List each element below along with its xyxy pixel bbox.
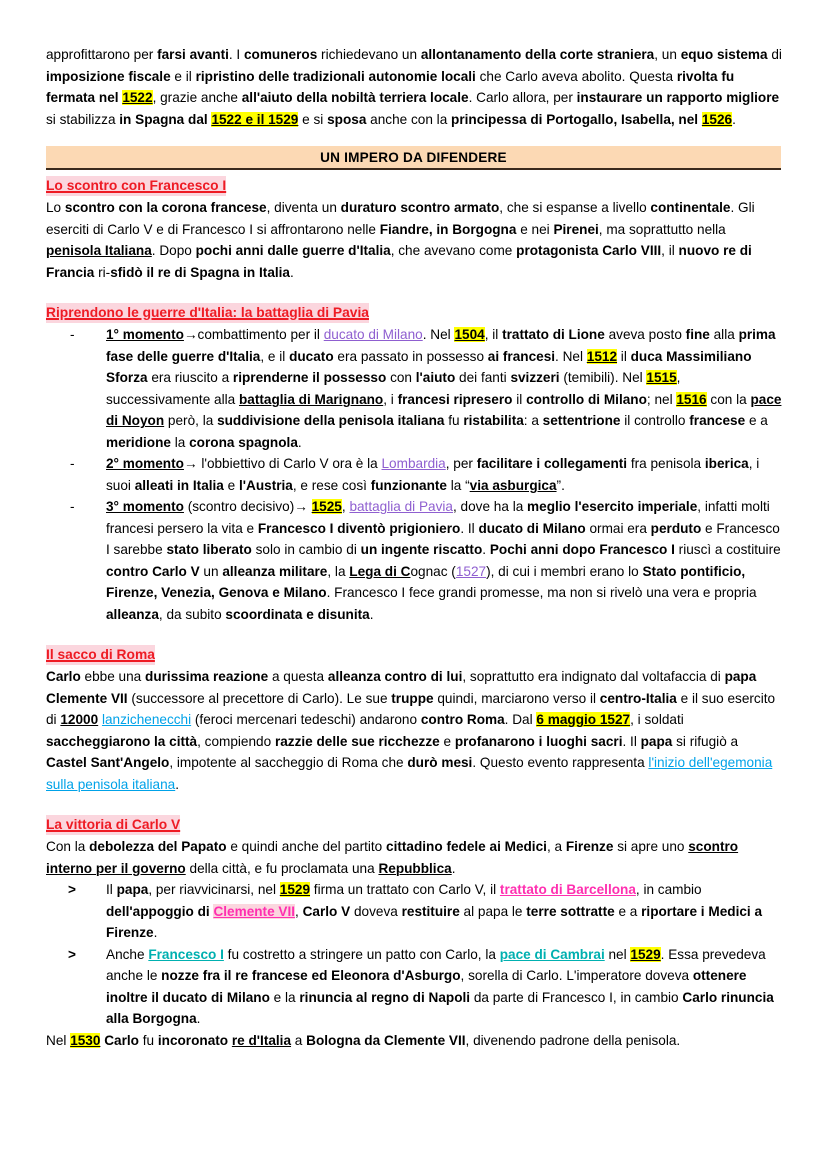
text-fragment: , infatti molti francesi persero la vita e — [106, 499, 770, 536]
text-bold: trattato di Lione — [502, 327, 605, 342]
text-bold: stato liberato — [166, 542, 252, 557]
text-fragment: , successivamente alla — [106, 370, 681, 407]
text-bold: ducato — [289, 348, 334, 364]
text-fragment: (feroci mercenari tedeschi) andarono — [191, 712, 421, 727]
text-bold: duraturo scontro armato — [340, 200, 500, 215]
text-bold: suddivisione della penisola italiana — [217, 413, 445, 428]
link-battaglia-di-pavia[interactable]: battaglia di Pavia — [349, 499, 453, 514]
text-fragment: , ma soprattutto nella — [598, 221, 726, 237]
text-fragment: si stabilizza — [46, 111, 120, 127]
text-bold: svizzeri — [510, 370, 560, 385]
text-bold: equo sistema — [680, 47, 768, 62]
text-fragment: , per — [445, 456, 477, 471]
text-bold: Bologna da Clemente VII — [306, 1032, 466, 1048]
highlight-year-1515: 1515 — [646, 370, 677, 385]
text-bold: ricchezze — [378, 733, 440, 749]
text-fragment: approfittarono per — [46, 47, 158, 62]
underline-re-ditalia: re d'Italia — [231, 1032, 292, 1048]
text-fragment: aveva posto — [604, 327, 686, 342]
text-bold: nozze fra il re francese ed Eleonora d'Asburgo — [161, 968, 461, 983]
text-fragment: e il suo esercito di — [46, 690, 776, 727]
text-fragment: , a — [546, 839, 566, 854]
text-fragment: . — [153, 925, 158, 940]
text-fragment: , compiendo — [197, 733, 275, 749]
text-bold: Milano — [283, 585, 327, 600]
text-fragment: . Il — [460, 520, 479, 536]
text-fragment: richiedevano un — [317, 47, 421, 62]
text-fragment: . Dal — [504, 712, 537, 727]
text-bold: settentrione — [542, 413, 621, 428]
highlight-years-1522-1529: 1522 e il 1529 — [211, 111, 299, 127]
heading-il-sacco-di-roma: Il sacco di Roma — [46, 645, 155, 665]
text-fragment: la “ — [446, 477, 470, 493]
text-bold: durò mesi — [407, 755, 473, 770]
text-fragment: solo in cambio di — [251, 542, 361, 557]
text-fragment: ebbe una — [80, 669, 146, 684]
text-bold: ristabilita — [463, 413, 524, 428]
text-fragment: . Essa prevedeva anche le — [106, 946, 766, 983]
text-fragment: , grazie anche — [152, 90, 242, 105]
arrow-glyph: → — [183, 327, 198, 342]
link-inizio-egemonia[interactable]: l'inizio dell'egemonia sulla penisola italiana — [46, 755, 773, 792]
text-fragment: , i suoi — [106, 456, 760, 493]
text-bold: Stato pontificio, Firenze, Venezia, Genova e — [106, 563, 746, 600]
text-bold: durissima reazione — [145, 669, 269, 684]
text-fragment: però, la — [164, 413, 218, 428]
text-bold: fine — [685, 327, 710, 342]
text-fragment: Nel — [46, 1032, 71, 1048]
text-fragment: , dove ha la — [452, 499, 528, 514]
text-fragment: quindi, marciarono verso il — [433, 690, 600, 706]
text-fragment: doveva — [350, 903, 402, 919]
text-fragment: fra penisola — [627, 456, 705, 471]
text-fragment: , e il — [260, 348, 290, 364]
text-fragment: . I — [228, 47, 244, 62]
text-bold: centro-Italia — [599, 690, 677, 706]
text-fragment: . — [482, 542, 490, 557]
underline-pace-di-noyon: pace di Noyon — [106, 391, 782, 428]
text-fragment: . Nel — [422, 327, 455, 342]
text-bold: razzie delle sue — [274, 733, 375, 749]
text-fragment: , sorella di Carlo. — [460, 968, 563, 983]
text-fragment: , che si espanse a livello — [499, 200, 651, 215]
text-fragment: il controllo — [620, 413, 690, 428]
highlight-date-6-maggio-1527: 6 maggio 1527 — [536, 712, 631, 727]
text-fragment: con — [386, 370, 416, 385]
text-fragment: con la — [706, 391, 751, 407]
text-fragment: , per riavvicinarsi, nel — [148, 882, 280, 897]
text-fragment: e — [439, 733, 455, 749]
text-bold: controllo di Milano — [526, 391, 647, 407]
paragraph-vittoria-intro — [46, 836, 782, 879]
list-item — [46, 453, 782, 496]
text-bold: incoronato — [157, 1032, 232, 1048]
text-bold: all'aiuto della nobiltà terriera locale — [241, 90, 469, 105]
text-bold: papa Clemente VII — [46, 669, 757, 706]
list-trattati — [46, 879, 782, 1030]
text-fragment: ognac — [410, 563, 448, 579]
text-fragment: : a — [523, 413, 543, 428]
text-fragment: . Dopo — [151, 243, 196, 258]
text-fragment: a questa — [268, 669, 328, 684]
text-fragment: il — [617, 348, 631, 364]
text-fragment: fu — [444, 413, 464, 428]
text-fragment: e Francesco I sarebbe — [106, 520, 780, 557]
text-fragment: anche con la — [366, 111, 452, 127]
text-bold: Fiandre, in Borgogna — [379, 221, 517, 237]
text-bold: riscatto — [433, 542, 483, 557]
text-bold: rivolta fu fermata nel — [46, 68, 735, 105]
text-fragment: alla — [709, 327, 739, 342]
text-bold: pochi anni dalle guerre d'Italia — [195, 243, 391, 258]
text-fragment: . Gli eserciti di Carlo V e di Francesco I si affrontarono nelle — [46, 200, 755, 237]
text-fragment: e la — [269, 989, 300, 1005]
text-fragment: nel — [604, 946, 631, 962]
text-bold: iberica — [704, 456, 749, 471]
text-fragment: , il — [484, 327, 503, 342]
text-bold: contro Carlo V — [106, 563, 200, 579]
text-fragment: combattimento per il — [197, 327, 324, 342]
text-fragment: si apre uno — [613, 839, 689, 854]
text-fragment: . Questo evento rappresenta — [472, 755, 649, 770]
text-fragment: (scontro decisivo) — [183, 499, 295, 514]
text-fragment: , e rese così — [292, 477, 371, 493]
link-lombardia[interactable]: Lombardia — [381, 456, 446, 471]
label-3-momento: 3° momento — [106, 499, 184, 514]
text-fragment: ; nel — [646, 391, 677, 407]
text-bold: duca Massimiliano Sforza — [106, 348, 752, 385]
text-fragment: Con la — [46, 839, 90, 854]
text-bold: farsi avanti — [157, 47, 229, 62]
text-fragment: e nei — [516, 221, 554, 237]
text-bold: l'Austria — [239, 477, 293, 493]
text-fragment: Anche — [106, 946, 149, 962]
underline-battaglia-marignano: battaglia di Marignano — [238, 391, 384, 407]
text-fragment: , i — [383, 391, 398, 407]
underline-repubblica: Repubblica — [378, 860, 452, 876]
text-fragment: e a — [614, 903, 642, 919]
text-fragment: . Francesco I fece grandi promesse, ma non si rivelò una vera e propria — [326, 585, 757, 600]
text-bold: Carlo rinuncia alla Borgogna — [106, 989, 774, 1026]
text-fragment: , impotente al saccheggio di Roma che — [169, 755, 408, 770]
text-fragment: , — [341, 499, 350, 514]
text-fragment: dei fanti — [455, 370, 511, 385]
text-fragment: fu — [138, 1032, 158, 1048]
text-bold: Firenze — [565, 839, 614, 854]
text-fragment: , il — [661, 243, 679, 258]
paragraph-closing-1530 — [46, 1030, 782, 1052]
text-bold: instaurare un rapporto migliore — [576, 90, 780, 105]
paragraph-francesco — [46, 197, 782, 283]
heading-wrap-vittoria — [46, 815, 782, 835]
heading-wrap-pavia — [46, 303, 782, 323]
text-bold: Francesco I diventò prigioniero — [257, 520, 461, 536]
highlight-year-1504: 1504 — [454, 327, 485, 342]
text-bold: dell'appoggio di — [106, 903, 214, 919]
text-bold: papa — [640, 733, 673, 749]
text-bold: nuovo re di Francia — [46, 243, 752, 280]
text-bold: Castel Sant'Angelo — [46, 755, 170, 770]
text-fragment: era passato in possesso — [333, 348, 488, 364]
text-fragment: , che avevano come — [390, 243, 517, 258]
link-lanzichenecchi[interactable]: lanzichenecchi — [101, 712, 192, 727]
arrow-glyph: → — [183, 456, 198, 471]
text-fragment: della città, e fu proclamata una — [185, 860, 379, 876]
text-fragment: , soprattutto era indignato dal voltafaccia di — [462, 669, 725, 684]
arrow-glyph: → — [294, 499, 308, 514]
list-item — [46, 324, 782, 453]
text-fragment: , la — [327, 563, 350, 579]
text-fragment: il — [512, 391, 527, 407]
text-fragment: . — [196, 1011, 201, 1026]
text-fragment: . — [451, 860, 456, 876]
text-fragment: al papa le — [459, 903, 527, 919]
text-bold: principessa di Portogallo, Isabella, nel — [451, 111, 702, 127]
text-bold: Pirenei — [553, 221, 599, 237]
text-bold: riprenderne il possesso — [232, 370, 387, 385]
text-bold: Pochi anni dopo Francesco I — [489, 542, 675, 557]
underline-via-asburgica: via asburgica — [469, 477, 557, 493]
highlight-year-1522: 1522 — [122, 90, 153, 105]
text-fragment: e il — [170, 68, 196, 84]
label-1-momento: 1° momento — [106, 327, 184, 342]
link-ducato-di-milano[interactable]: ducato di Milano — [323, 327, 423, 342]
text-fragment: un — [199, 563, 223, 579]
text-fragment: (temibili). Nel — [559, 370, 647, 385]
label-2-momento: 2° momento — [106, 456, 184, 471]
text-fragment: . Nel — [555, 348, 587, 364]
text-bold: scontro con la corona francese — [64, 200, 267, 215]
bullet-chevron: > — [68, 882, 76, 897]
underline-penisola-italiana: penisola Italiana — [46, 243, 152, 258]
text-bold: prima fase delle guerre d'Italia — [106, 327, 776, 364]
text-fragment: , — [295, 903, 303, 919]
highlight-year-1529-b: 1529 — [630, 946, 661, 962]
text-bold: ducato di — [478, 520, 539, 536]
heading-la-vittoria-di-carlo-v: La vittoria di Carlo V — [46, 815, 180, 835]
text-bold: Carlo — [104, 1032, 139, 1048]
highlight-year-1525: 1525 — [311, 499, 342, 514]
text-fragment: (successore al precettore di Carlo). Le sue — [127, 690, 392, 706]
text-fragment: , divenendo padrone della penisola. — [465, 1032, 681, 1048]
highlight-year-1529-a: 1529 — [279, 882, 311, 897]
text-bold: truppe — [391, 690, 434, 706]
text-fragment: , un — [654, 47, 681, 62]
text-bold: in Spagna dal — [119, 111, 212, 127]
bullet-chevron: > — [68, 946, 76, 962]
text-fragment: , da subito — [158, 606, 226, 622]
text-bold: sposa — [327, 111, 367, 127]
highlight-year-1530: 1530 — [70, 1032, 101, 1048]
text-fragment: da parte di Francesco I, in cambio — [470, 989, 683, 1005]
text-fragment: e a — [745, 413, 768, 428]
text-bold: meglio l'esercito — [527, 499, 634, 514]
bullet-dash: - — [70, 327, 75, 342]
heading-riprendono-le-guerre-italia: Riprendono le guerre d'Italia: la battaglia di Pavia — [46, 303, 369, 323]
text-bold: terre sottratte — [526, 903, 615, 919]
text-bold: comuneros — [243, 47, 318, 62]
section-banner-impero: UN IMPERO DA DIFENDERE — [46, 146, 781, 170]
text-bold: alleanza contro di lui — [327, 669, 463, 684]
text-bold: corona spagnola — [189, 434, 298, 450]
text-fragment: ), di cui i membri erano lo — [486, 563, 643, 579]
text-bold: francese — [689, 413, 746, 428]
text-fragment: l'obbiettivo di Carlo V ora è la — [197, 456, 382, 471]
list-momenti — [46, 324, 782, 625]
text-fragment: . — [175, 776, 180, 792]
text-bold: alleanza — [106, 606, 159, 622]
list-item — [46, 944, 782, 1030]
text-fragment: firma un trattato con Carlo V, il — [310, 882, 500, 897]
text-bold: contro Roma — [420, 712, 505, 727]
bullet-dash: - — [70, 499, 75, 514]
text-fragment: . — [290, 264, 294, 280]
highlight-year-1516: 1516 — [676, 391, 707, 407]
link-trattato-di-barcellona[interactable]: trattato di Barcellona — [499, 882, 636, 897]
text-bold: francesi ripresero — [397, 391, 513, 407]
text-bold: allontanamento della corte straniera — [420, 47, 655, 62]
intro-paragraph — [46, 44, 782, 130]
list-item — [46, 879, 782, 944]
heading-wrap-francesco — [46, 176, 782, 196]
text-bold: Medici a Firenze — [106, 903, 763, 940]
text-fragment: . — [369, 606, 374, 622]
text-fragment: fu costretto a stringere un patto con Carlo, la — [223, 946, 500, 962]
text-fragment: , i soldati — [630, 712, 684, 727]
text-fragment: , diventa un — [266, 200, 341, 215]
text-fragment: . — [732, 111, 736, 127]
text-bold: perduto — [650, 520, 702, 536]
highlight-year-1526: 1526 — [701, 111, 733, 127]
text-fragment: e si — [298, 111, 328, 127]
text-bold: papa — [116, 882, 149, 897]
text-bold: l'aiuto — [415, 370, 456, 385]
bullet-dash: - — [70, 456, 75, 471]
text-bold: funzionante — [370, 477, 447, 493]
highlight-year-1512: 1512 — [586, 348, 618, 364]
text-bold: restituire — [401, 903, 460, 919]
text-bold: sfidò il re di Spagna in Italia — [110, 264, 290, 280]
text-bold: protagonista Carlo VIII — [516, 243, 662, 258]
link-pace-di-cambrai[interactable]: pace di Cambrai — [499, 946, 605, 962]
link-year-1527[interactable]: 1527 — [455, 563, 487, 579]
text-bold: Carlo V — [302, 903, 351, 919]
text-fragment: era riuscito a — [147, 370, 233, 385]
text-fragment: che Carlo aveva abolito. Questa — [475, 68, 677, 84]
text-bold: rinuncia al regno di Napoli — [299, 989, 471, 1005]
text-bold: profanarono i luoghi sacri — [454, 733, 623, 749]
text-fragment: , in cambio — [635, 882, 702, 897]
heading-lo-scontro-con-francesco-i: Lo scontro con Francesco I — [46, 176, 226, 196]
text-bold: cittadino fedele ai Medici — [386, 839, 547, 854]
text-fragment: . — [297, 434, 302, 450]
text-fragment: si rifugiò a — [672, 733, 739, 749]
text-bold: riportare i — [641, 903, 705, 919]
paragraph-sacco-di-roma — [46, 666, 782, 795]
text-bold: ai francesi — [487, 348, 556, 364]
link-clemente-vii[interactable]: Clemente VII — [213, 903, 296, 919]
text-bold: facilitare i collegamenti — [476, 456, 628, 471]
text-bold: saccheggiarono la città — [46, 733, 198, 749]
text-bold: meridione — [106, 434, 171, 450]
text-fragment: L'imperatore doveva — [566, 968, 693, 983]
text-fragment: riuscì a costituire — [674, 542, 781, 557]
text-fragment: ri- — [94, 264, 111, 280]
underline-scontro-interno: scontro interno per il governo — [46, 839, 739, 876]
text-bold: alleanza militare — [222, 563, 328, 579]
text-bold: continentale — [650, 200, 731, 215]
text-bold: alleati in Italia — [134, 477, 224, 493]
text-fragment: ”. — [556, 477, 565, 493]
text-fragment: ( — [447, 563, 456, 579]
text-bold: Milano — [542, 520, 586, 536]
text-fragment: e — [223, 477, 239, 493]
text-bold: scoordinata e disunita — [225, 606, 370, 622]
underline-12000: 12000 — [60, 712, 99, 727]
underline-lega-di-cognac: Lega di C — [349, 563, 411, 579]
text-fragment: . Il — [622, 733, 641, 749]
text-bold: ottenere inoltre il ducato di Milano — [106, 968, 747, 1005]
heading-wrap-sacco — [46, 645, 782, 665]
text-fragment: di — [767, 47, 782, 62]
text-bold: un ingente — [360, 542, 430, 557]
text-bold: imperiale — [637, 499, 698, 514]
text-fragment: Il — [106, 882, 117, 897]
list-item — [46, 496, 782, 625]
text-fragment: Lo — [46, 200, 65, 215]
link-francesco-i[interactable]: Francesco I — [148, 946, 224, 962]
text-bold: debolezza del Papato — [89, 839, 227, 854]
text-bold: Carlo — [46, 669, 81, 684]
text-fragment: a — [291, 1032, 307, 1048]
text-fragment: ormai era — [585, 520, 651, 536]
text-fragment: . Carlo allora, per — [468, 90, 577, 105]
text-fragment: la — [170, 434, 190, 450]
text-bold: imposizione fiscale — [46, 68, 171, 84]
text-fragment: e quindi anche del partito — [226, 839, 387, 854]
text-bold: ripristino delle tradizionali autonomie locali — [195, 68, 476, 84]
